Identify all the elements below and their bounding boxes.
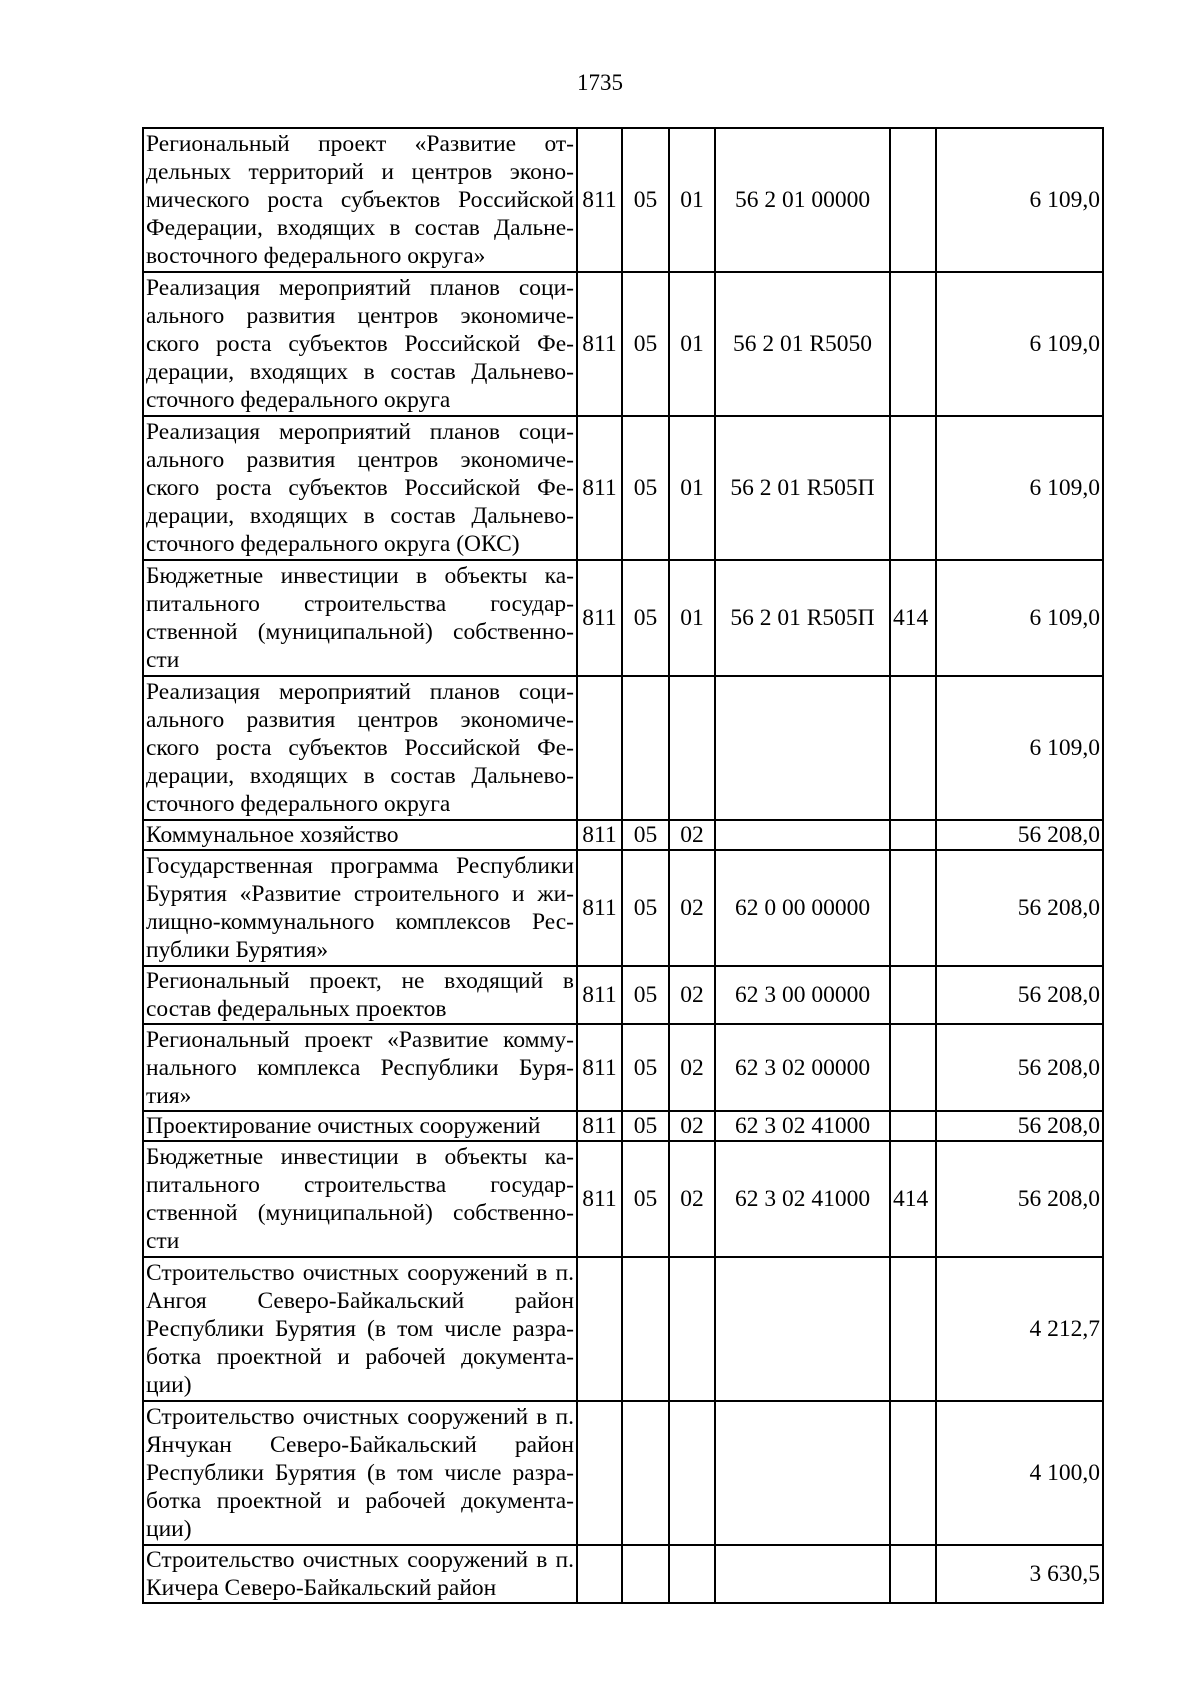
ved-code: 811 bbox=[577, 128, 622, 272]
ved-code: 811 bbox=[577, 1111, 622, 1141]
table-row bbox=[143, 850, 1103, 966]
table-row bbox=[143, 1024, 1103, 1111]
amount: 6 109,0 bbox=[936, 676, 1103, 820]
section-code: 05 bbox=[622, 966, 669, 1024]
ved-code: 811 bbox=[577, 560, 622, 676]
subsection-code: 02 bbox=[669, 1141, 715, 1257]
ved-code bbox=[577, 1401, 622, 1545]
section-code: 05 bbox=[622, 820, 669, 850]
amount: 4 100,0 bbox=[936, 1401, 1103, 1545]
budget-table-body bbox=[143, 128, 1103, 1603]
target-article-code: 62 0 00 00000 bbox=[715, 850, 890, 966]
section-code: 05 bbox=[622, 1111, 669, 1141]
expense-type-code bbox=[890, 676, 936, 820]
target-article-code bbox=[715, 1257, 890, 1401]
ved-code: 811 bbox=[577, 1024, 622, 1111]
subsection-code: 01 bbox=[669, 128, 715, 272]
row-name: Строительство очистных сооружений в п. Ангоя Северо-Байкальский район Республики Бурятия (в том числе разра-ботка проектной и рабочей документа-ции) bbox=[143, 1257, 577, 1401]
subsection-code: 01 bbox=[669, 560, 715, 676]
amount: 56 208,0 bbox=[936, 966, 1103, 1024]
subsection-code: 02 bbox=[669, 820, 715, 850]
expense-type-code bbox=[890, 272, 936, 416]
expense-type-code bbox=[890, 128, 936, 272]
table-row bbox=[143, 1141, 1103, 1257]
row-name: Реализация мероприятий планов соци-ального развития центров экономиче-ского роста субъектов Российской Фе-дерации, входящих в состав Дальнево-сточного федерального округа (ОКС) bbox=[143, 416, 577, 560]
amount: 56 208,0 bbox=[936, 820, 1103, 850]
subsection-code bbox=[669, 1257, 715, 1401]
amount: 6 109,0 bbox=[936, 272, 1103, 416]
ved-code: 811 bbox=[577, 1141, 622, 1257]
row-name: Строительство очистных сооружений в п. Кичера Северо-Байкальский район bbox=[143, 1545, 577, 1603]
section-code bbox=[622, 1545, 669, 1603]
table-row bbox=[143, 966, 1103, 1024]
section-code: 05 bbox=[622, 128, 669, 272]
expense-type-code bbox=[890, 1401, 936, 1545]
target-article-code bbox=[715, 820, 890, 850]
target-article-code bbox=[715, 676, 890, 820]
expense-type-code bbox=[890, 850, 936, 966]
table-row bbox=[143, 128, 1103, 272]
row-name: Бюджетные инвестиции в объекты ка-питального строительства государ-ственной (муниципальной) собственно-сти bbox=[143, 1141, 577, 1257]
expense-type-code bbox=[890, 1024, 936, 1111]
expense-type-code bbox=[890, 1545, 936, 1603]
table-row bbox=[143, 676, 1103, 820]
target-article-code: 62 3 02 41000 bbox=[715, 1111, 890, 1141]
table-row bbox=[143, 272, 1103, 416]
row-name: Строительство очистных сооружений в п. Янчукан Северо-Байкальский район Республики Бурятия (в том числе разра-ботка проектной и рабочей документа-ции) bbox=[143, 1401, 577, 1545]
amount: 56 208,0 bbox=[936, 1111, 1103, 1141]
table-row bbox=[143, 820, 1103, 850]
subsection-code bbox=[669, 676, 715, 820]
ved-code: 811 bbox=[577, 272, 622, 416]
target-article-code: 62 3 02 41000 bbox=[715, 1141, 890, 1257]
subsection-code bbox=[669, 1545, 715, 1603]
ved-code: 811 bbox=[577, 966, 622, 1024]
amount: 3 630,5 bbox=[936, 1545, 1103, 1603]
subsection-code: 02 bbox=[669, 1111, 715, 1141]
amount: 56 208,0 bbox=[936, 1141, 1103, 1257]
target-article-code bbox=[715, 1401, 890, 1545]
subsection-code: 01 bbox=[669, 272, 715, 416]
expense-type-code bbox=[890, 1111, 936, 1141]
ved-code: 811 bbox=[577, 850, 622, 966]
table-row bbox=[143, 1257, 1103, 1401]
subsection-code: 01 bbox=[669, 416, 715, 560]
budget-table bbox=[142, 127, 1104, 1604]
amount: 6 109,0 bbox=[936, 416, 1103, 560]
target-article-code: 56 2 01 R5050 bbox=[715, 272, 890, 416]
subsection-code: 02 bbox=[669, 1024, 715, 1111]
table-row bbox=[143, 416, 1103, 560]
ved-code: 811 bbox=[577, 416, 622, 560]
section-code bbox=[622, 1257, 669, 1401]
expense-type-code bbox=[890, 966, 936, 1024]
subsection-code: 02 bbox=[669, 966, 715, 1024]
row-name: Региональный проект «Развитие комму-нального комплекса Республики Буря-тия» bbox=[143, 1024, 577, 1111]
ved-code bbox=[577, 676, 622, 820]
row-name: Реализация мероприятий планов соци-ального развития центров экономиче-ского роста субъектов Российской Фе-дерации, входящих в состав Дальнево-сточного федерального округа bbox=[143, 272, 577, 416]
table-row bbox=[143, 1545, 1103, 1603]
table-row bbox=[143, 560, 1103, 676]
ved-code bbox=[577, 1545, 622, 1603]
page-number: 1735 bbox=[577, 70, 623, 95]
row-name: Региональный проект «Развитие от-дельных территорий и центров эконо-мического роста субъектов Российской Федерации, входящих в состав Дальне-восточного федерального округа» bbox=[143, 128, 577, 272]
expense-type-code: 414 bbox=[890, 560, 936, 676]
row-name: Бюджетные инвестиции в объекты ка-питального строительства государ-ственной (муниципальной) собственно-сти bbox=[143, 560, 577, 676]
amount: 6 109,0 bbox=[936, 560, 1103, 676]
table-row bbox=[143, 1401, 1103, 1545]
subsection-code: 02 bbox=[669, 850, 715, 966]
expense-type-code bbox=[890, 1257, 936, 1401]
section-code bbox=[622, 1401, 669, 1545]
ved-code bbox=[577, 1257, 622, 1401]
row-name: Проектирование очистных сооружений bbox=[143, 1111, 577, 1141]
row-name: Государственная программа Республики Бурятия «Развитие строительного и жи-лищно-коммунального комплексов Рес-публики Бурятия» bbox=[143, 850, 577, 966]
section-code: 05 bbox=[622, 850, 669, 966]
section-code: 05 bbox=[622, 560, 669, 676]
section-code bbox=[622, 676, 669, 820]
expense-type-code: 414 bbox=[890, 1141, 936, 1257]
table-row bbox=[143, 1111, 1103, 1141]
amount: 56 208,0 bbox=[936, 1024, 1103, 1111]
ved-code: 811 bbox=[577, 820, 622, 850]
section-code: 05 bbox=[622, 416, 669, 560]
target-article-code: 62 3 00 00000 bbox=[715, 966, 890, 1024]
target-article-code: 56 2 01 R505П bbox=[715, 416, 890, 560]
row-name: Региональный проект, не входящий в состав федеральных проектов bbox=[143, 966, 577, 1024]
expense-type-code bbox=[890, 820, 936, 850]
amount: 4 212,7 bbox=[936, 1257, 1103, 1401]
subsection-code bbox=[669, 1401, 715, 1545]
amount: 6 109,0 bbox=[936, 128, 1103, 272]
row-name: Коммунальное хозяйство bbox=[143, 820, 577, 850]
target-article-code bbox=[715, 1545, 890, 1603]
section-code: 05 bbox=[622, 272, 669, 416]
section-code: 05 bbox=[622, 1141, 669, 1257]
target-article-code: 56 2 01 00000 bbox=[715, 128, 890, 272]
amount: 56 208,0 bbox=[936, 850, 1103, 966]
target-article-code: 62 3 02 00000 bbox=[715, 1024, 890, 1111]
section-code: 05 bbox=[622, 1024, 669, 1111]
expense-type-code bbox=[890, 416, 936, 560]
target-article-code: 56 2 01 R505П bbox=[715, 560, 890, 676]
row-name: Реализация мероприятий планов соци-ального развития центров экономиче-ского роста субъектов Российской Фе-дерации, входящих в состав Дальнево-сточного федерального округа bbox=[143, 676, 577, 820]
